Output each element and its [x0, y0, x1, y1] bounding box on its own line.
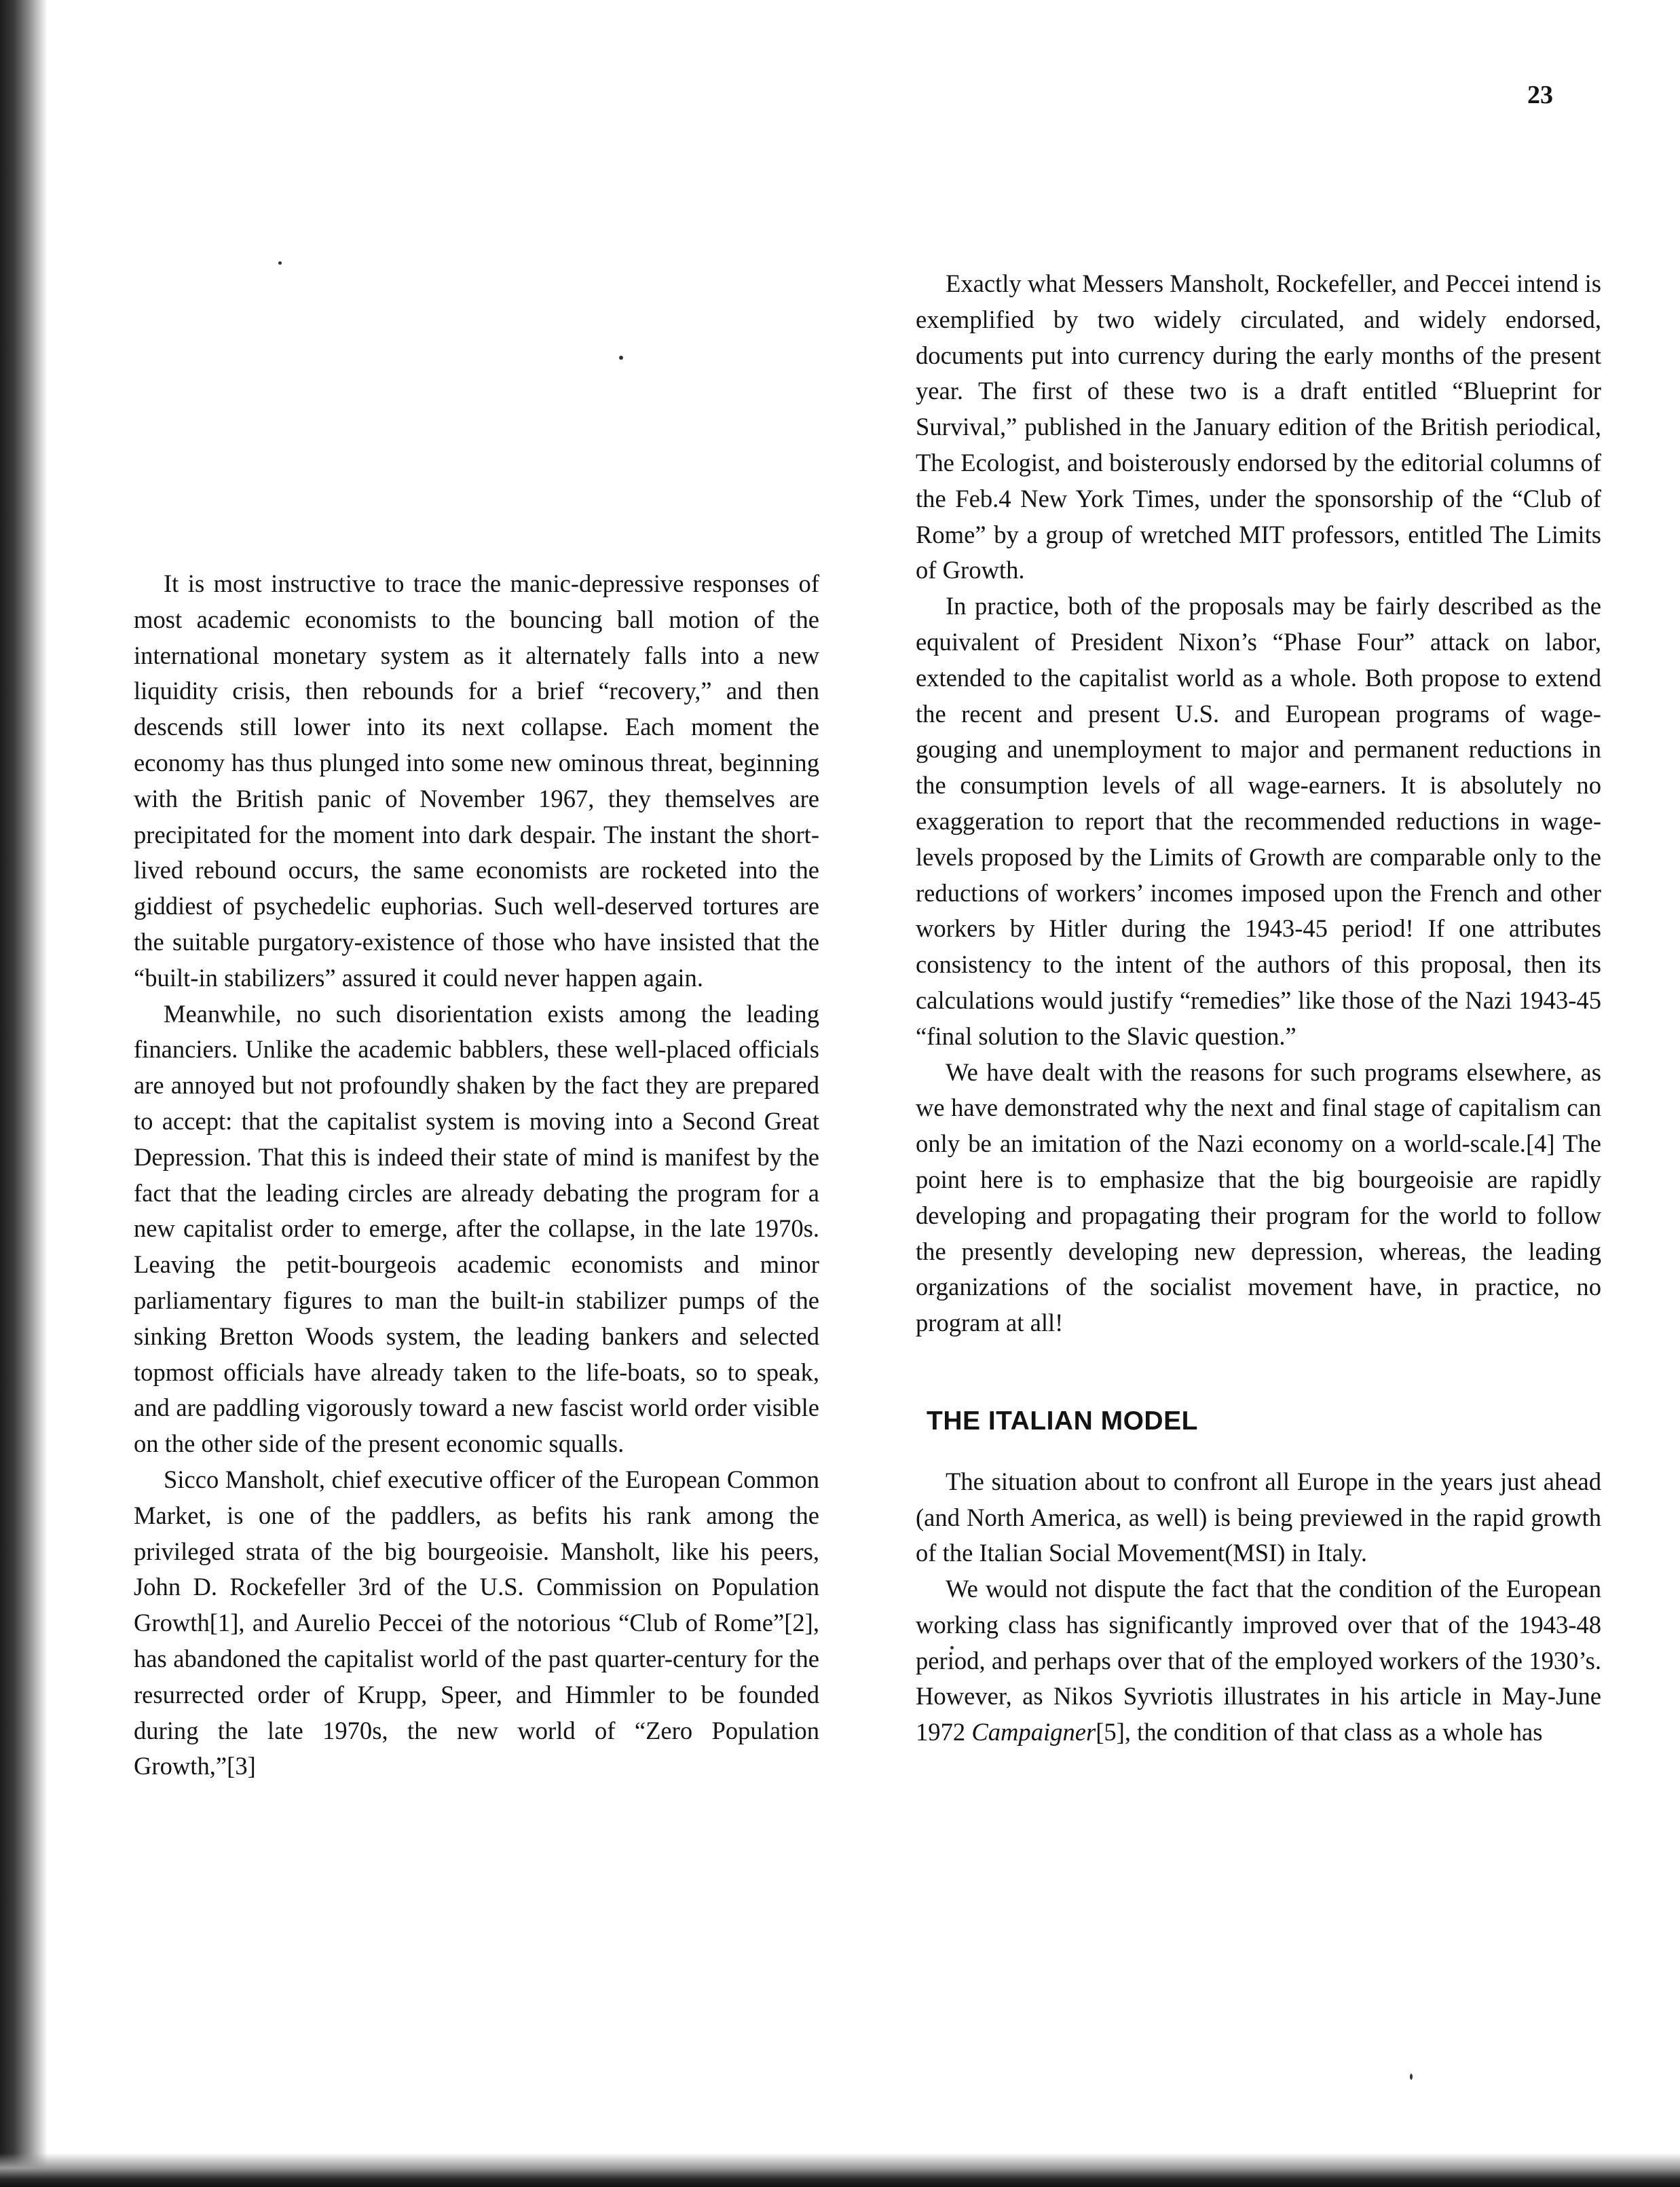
paragraph: Meanwhile, no such disorientation exists among the leading financiers. Unlike the academic babblers, these well-placed officials are annoyed but not profoundly shaken by the fact they are prepared to accept: that the capitalist system is moving into a Second Great Depression. That this is indeed their state of mind is manifest by the fact that the leading circles are already debating the program for a new capitalist order to emerge, after the collapse, in the late 1970s. Leaving the petit-bourgeois academic economists and minor parliamentary figures to man the built-in stabilizer pumps of the sinking Bretton Woods system, the leading bankers and selected topmost officials have already taken to the life-boats, so to speak, and are paddling vigorously toward a new fascist world order visible on the other side of the present economic squalls.: [134, 999, 819, 1458]
publication-title: Campaigner: [971, 1718, 1096, 1746]
scan-speck: [1410, 2074, 1413, 2080]
paragraph: The situation about to confront all Europe in the years just ahead (and North America, as well) is being previewed in the rapid growth of the Italian Social Movement(MSI) in Italy.: [916, 1467, 1601, 1567]
scan-left-edge: [0, 0, 48, 2187]
paragraph-text: [5], the condition of that class as a whole has: [1096, 1718, 1543, 1746]
left-column: [134, 566, 819, 1784]
paragraph: It is most instructive to trace the manic-depressive responses of most academic economists to the bouncing ball motion of the international monetary system as it alternately falls into a new liquidity crisis, then rebounds for a brief “recovery,” and then descends still lower into its next collapse. Each moment the economy has thus plunged into some new ominous threat, beginning with the British panic of November 1967, they themselves are precipitated for the moment into dark despair. The instant the short-lived rebound occurs, the same economists are rocketed into the giddiest of psychedelic euphorias. Such well-deserved tortures are the suitable purgatory-existence of those who have insisted that the “built-in stabilizers” assured it could never happen again.: [134, 569, 819, 992]
scan-bottom-edge: [0, 2153, 1680, 2187]
paragraph: [916, 1571, 1601, 1751]
page-number: 23: [1527, 81, 1553, 109]
paragraph: We have dealt with the reasons for such programs elsewhere, as we have demonstrated why the next and final stage of capitalism can only be an imitation of the Nazi economy on a world-scale.[4] The point here is to emphasize that the big bourgeoisie are rapidly developing and propagating their program for the world to follow the presently developing new depression, whereas, the leading organizations of the socialist movement have, in practice, no program at all!: [916, 1058, 1601, 1337]
section-heading: THE ITALIAN MODEL: [927, 1406, 1198, 1436]
scan-speck: [619, 356, 623, 360]
paragraph: Exactly what Messers Mansholt, Rockefeller, and Peccei intend is exemplified by two widely circulated, and widely endorsed, documents put into currency during the early months of the present year. The first of these two is a draft entitled “Blueprint for Survival,” published in the January edition of the British periodical, The Ecologist, and boisterously endorsed by the editorial columns of the Feb.4 New York Times, under the sponsorship of the “Club of Rome” by a group of wretched MIT professors, entitled The Limits of Growth.: [916, 269, 1601, 584]
paragraph-text: We would not dispute the fact that the condition of the European working class has significantly improved over that of the 1943-48 period, and perhaps over that of the employed workers of the 1930’s. However, as Nikos Syvriotis illustrates in his article in May-June 1972: [916, 1575, 1601, 1746]
scan-speck: [278, 261, 282, 265]
right-column: [916, 266, 1601, 1751]
paragraph: Sicco Mansholt, chief executive officer of the European Common Market, is one of the paddlers, as befits his rank among the privileged strata of the big bourgeoisie. Mansholt, like his peers, John D. Rockefeller 3rd of the U.S. Commission on Population Growth[1], and Aurelio Peccei of the notorious “Club of Rome”[2], has abandoned the capitalist world of the past quarter-century for the resurrected order of Krupp, Speer, and Himmler to be founded during the late 1970s, the new world of “Zero Population Growth,”[3]: [134, 1465, 819, 1780]
paragraph: In practice, both of the proposals may be fairly described as the equivalent of President Nixon’s “Phase Four” attack on labor, extended to the capitalist world as a whole. Both propose to extend the recent and present U.S. and European programs of wage-gouging and unemployment to major and permanent reductions in the consumption levels of all wage-earners. It is absolutely no exaggeration to report that the recommended reductions in wage-levels proposed by the Limits of Growth are comparable only to the reductions of workers’ incomes imposed upon the French and other workers by Hitler during the 1943-45 period! If one attributes consistency to the intent of the authors of this proposal, then its calculations would justify “remedies” like those of the Nazi 1943-45 “final solution to the Slavic question.”: [916, 592, 1601, 1050]
